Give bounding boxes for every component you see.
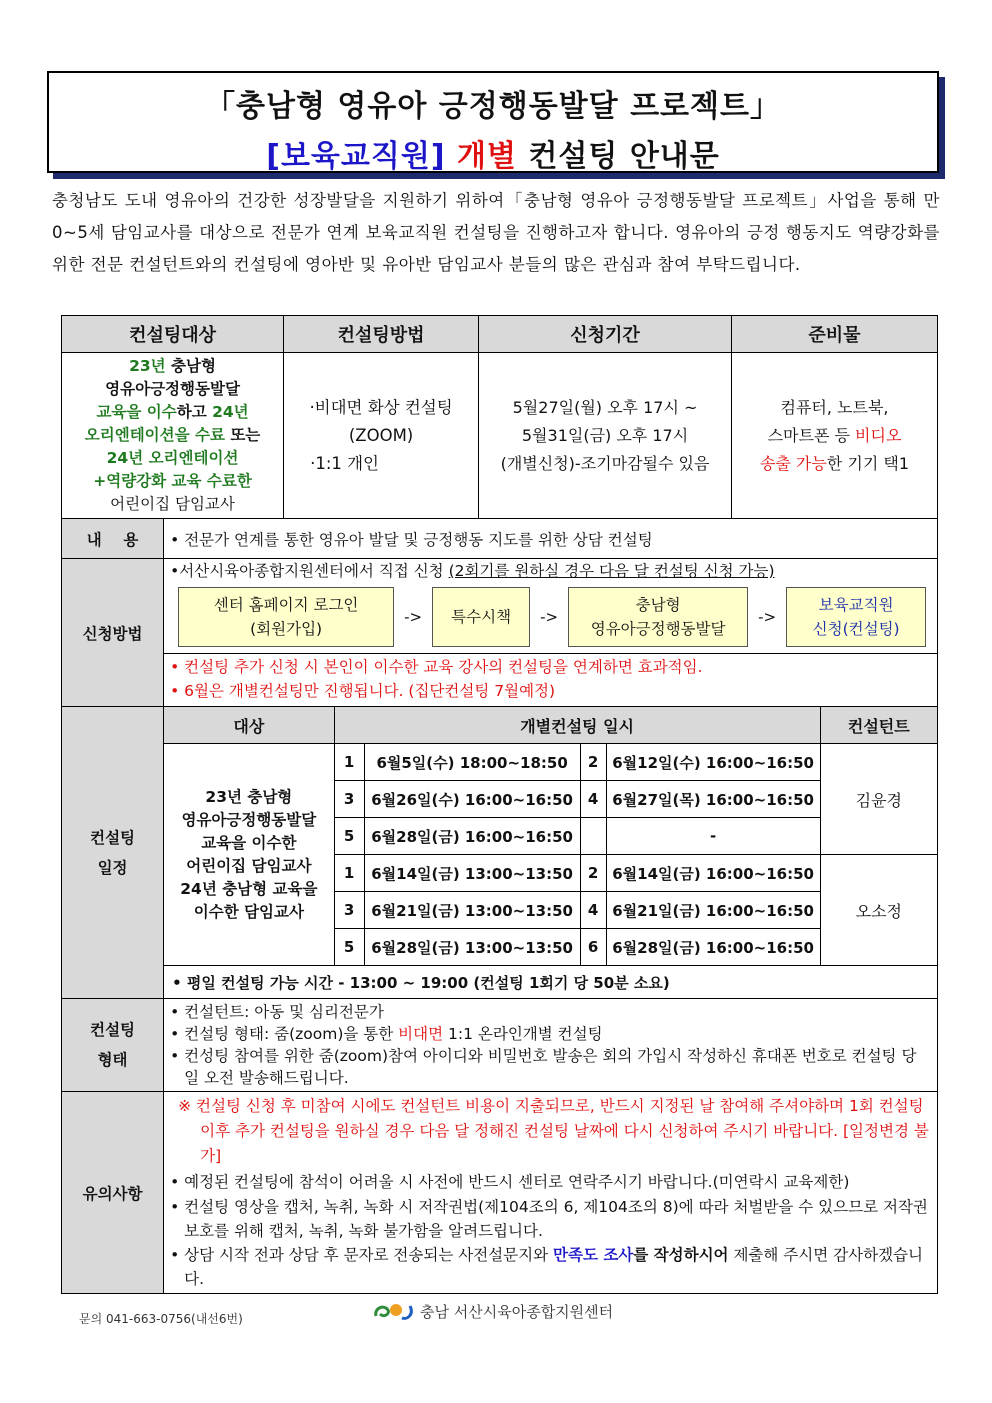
form-item-nonface: 비대면 — [398, 1025, 444, 1043]
target-and: 하고 — [176, 403, 213, 421]
consultant-name: 오소정 — [820, 855, 937, 966]
caution-list — [170, 1094, 931, 1291]
flow-step-apply — [786, 587, 926, 647]
prep-smartphone: 스마트폰 등 — [767, 425, 856, 445]
period-start: 5월27일(월) 오후 17시 ~ — [512, 397, 698, 417]
session-date: 6월28일(금) 13:00~13:50 — [364, 929, 580, 966]
session-number: 2 — [580, 744, 606, 781]
caution-label: 유의사항 — [62, 1092, 164, 1294]
caution-item — [170, 1243, 931, 1291]
target-year2: 24년 — [212, 403, 249, 421]
apply-cell — [164, 559, 938, 707]
title-type: 개별 — [457, 139, 517, 174]
session-number: 4 — [580, 781, 606, 818]
flow-step-login-sub: (회원가입) — [250, 620, 323, 638]
caution-cell — [164, 1092, 938, 1294]
title-line2 — [49, 131, 937, 175]
target-year: 23년 — [129, 357, 166, 375]
form-label-2: 형태 — [97, 1051, 128, 1069]
form-item-online: 1:1 온라인개별 컨설팅 — [443, 1025, 603, 1043]
flow-step-project-sub: 영유아긍정행동발달 — [590, 620, 726, 638]
session-date: 6월26일(수) 16:00~16:50 — [364, 781, 580, 818]
schedule-target-line: 23년 충남형 — [205, 787, 293, 806]
flow-arrow: -> — [540, 608, 559, 626]
form-label-1: 컨설팅 — [90, 1021, 136, 1039]
method-cell — [284, 353, 479, 519]
session-date: 6월12일(수) 16:00~16:50 — [606, 744, 820, 781]
form-label — [62, 999, 164, 1092]
period-cell — [479, 353, 732, 519]
flow-arrow: -> — [758, 608, 777, 626]
apply-label: 신청방법 — [62, 559, 164, 707]
contact-info: 문의 041-663-0756(내선6번) — [79, 1312, 243, 1326]
method-line1: ·비대면 화상 컨설팅 — [309, 397, 453, 417]
method-line2: (ZOOM) — [348, 425, 414, 445]
target-orientation: 오리엔테이션을 수료 — [84, 426, 225, 444]
form-item: • 컨성팅 참여를 위한 줌(zoom)참여 아이디와 비밀번호 발송은 회의 가입시 작성하신 휴대폰 번호로 컨설팅 당일 오전 발송해드립니다. — [170, 1047, 917, 1087]
prep-cell — [732, 353, 938, 519]
flow-arrow: -> — [404, 608, 423, 626]
schedule-target-line: 어린이집 담임교사 — [186, 856, 312, 875]
session-number — [580, 818, 606, 855]
flow-step-apply-label: 보육교직원 — [818, 596, 894, 614]
prep-stream: 송출 가능 — [759, 453, 827, 473]
target-region: 충남형 — [165, 357, 216, 375]
title-rest: 컨설팅 안내문 — [528, 139, 720, 174]
session-date: - — [606, 818, 820, 855]
form-item — [170, 1023, 931, 1045]
session-number: 1 — [334, 855, 364, 892]
schedule-target-line: 영유아긍정행동발달 — [181, 810, 317, 829]
session-date: 6월21일(금) 13:00~13:50 — [364, 892, 580, 929]
form-list — [170, 1001, 931, 1089]
intro-paragraph: 충청남도 도내 영유아의 건강한 성장발달을 지원하기 위하여「충남형 영유아 긍정행동발달 프로젝트」사업을 통해 만0~5세 담임교사를 대상으로 전문가 연계 보육교직원 컨설팅을 진행하고자 합니다. 영유아의 긍정 행동지도 역량강화를 위한 전문 컨설턴트와의 컨설팅에 영아반 및 유아반 담임교사 분들의 많은 관심과 참여 부탁드립니다. — [52, 191, 940, 274]
session-number: 2 — [580, 855, 606, 892]
apply-direct: •서산시육아종합지원센터에서 직접 신청 — [170, 562, 449, 580]
session-date: 6월14일(금) 16:00~16:50 — [606, 855, 820, 892]
flow-step-login-label: 센터 홈페이지 로그인 — [213, 596, 359, 614]
flow-step-special: 특수시책 — [432, 587, 530, 647]
session-number: 5 — [334, 818, 364, 855]
session-date: 6월14일(금) 13:00~13:50 — [364, 855, 580, 892]
form-cell — [164, 999, 938, 1092]
target-completed: 교육을 이수 — [96, 403, 177, 421]
session-date: 6월21일(금) 16:00~16:50 — [606, 892, 820, 929]
session-number: 3 — [334, 781, 364, 818]
content-text: 전문가 연계를 통한 영유아 발달 및 긍정행동 지도를 위한 상담 컨설팅 — [184, 530, 653, 549]
session-number: 3 — [334, 892, 364, 929]
method-line3: ·1:1 개인 — [310, 453, 380, 473]
schedule-label-2: 일정 — [97, 858, 128, 877]
schedule-target-line: 이수한 담임교사 — [193, 902, 304, 921]
caution-item: • 예정된 컨설팅에 참석이 어려울 시 사전에 반드시 센터로 연락주시기 바랍니다.(미연락시 교육제한) — [170, 1173, 850, 1191]
caution-survey-name: 만족도 조사 — [553, 1246, 634, 1264]
consultant-name: 김윤경 — [820, 744, 937, 855]
content-cell: • 전문가 연계를 통한 영유아 발달 및 긍정행동 지도를 위한 상담 컨설팅 — [164, 519, 938, 559]
title-box — [47, 71, 939, 173]
caution-survey-thanks: 제출해 주시면 감사하겠습니다. — [184, 1246, 923, 1288]
target-cell — [62, 353, 284, 519]
schedule-label-1: 컨설팅 — [90, 828, 136, 847]
org-name: 충남 서산시육아종합지원센터 — [420, 1302, 614, 1321]
info-table — [61, 315, 938, 1294]
session-date: 6월5일(수) 18:00~18:50 — [364, 744, 580, 781]
period-end: 5월31일(금) 오후 17시 — [521, 425, 689, 445]
target-teacher: 어린이집 담임교사 — [110, 495, 235, 513]
form-item: • 컨설턴트: 아동 및 심리전문가 — [170, 1003, 384, 1021]
target-program: 영유아긍정행동발달 — [105, 380, 240, 398]
schedule-cell — [164, 707, 938, 999]
period-note: (개별신청)-조기마감될수 있음 — [500, 453, 710, 473]
session-number: 6 — [580, 929, 606, 966]
flow-step-apply-sub: 신청(컨설팅) — [812, 620, 900, 638]
session-number: 1 — [334, 744, 364, 781]
target-orientation2: 24년 오리엔테이션 — [106, 449, 239, 467]
schedule-header-dates: 개별컨설팅 일시 — [334, 707, 820, 744]
caution-survey-text: • 상담 시작 전과 상담 후 문자로 전송되는 사전설문지와 — [170, 1246, 554, 1264]
flow-step-project-label: 충남형 — [635, 596, 681, 614]
schedule-header-consultant: 컨설턴트 — [820, 707, 937, 744]
schedule-note: • 평일 컨설팅 가능 시간 - 13:00 ~ 19:00 (컨설팅 1회기 당 50분 소요) — [164, 966, 937, 999]
session-number: 4 — [580, 892, 606, 929]
header-period: 신청기간 — [479, 316, 732, 353]
session-number: 5 — [334, 929, 364, 966]
apply-note-linking: • 컨설팅 추가 신청 시 본인이 이수한 교육 강사의 컨설팅을 연계하면 효과적임. — [170, 658, 703, 676]
prep-line1: 컴퓨터, 노트북, — [780, 397, 889, 417]
schedule-header-target: 대상 — [164, 707, 334, 744]
caution-survey-write: 를 작성하시어 — [633, 1246, 729, 1264]
flow-step-login — [178, 587, 394, 647]
schedule-target — [164, 744, 334, 966]
schedule-table — [164, 707, 937, 998]
form-item-type: • 컨설팅 형태: 줌(zoom)을 통한 — [170, 1025, 399, 1043]
header-prep: 준비물 — [732, 316, 938, 353]
org-logo-icon — [372, 1298, 416, 1324]
apply-second-session: (2회기를 원하실 경우 다음 달 컨설팅 신청 가능) — [448, 562, 775, 580]
org-logo — [372, 1298, 613, 1324]
target-training: +역량강화 교육 수료한 — [93, 472, 252, 490]
session-date: 6월28일(금) 16:00~16:50 — [364, 818, 580, 855]
target-or: 또는 — [224, 426, 261, 444]
title-line1: 「충남형 영유아 긍정행동발달 프로젝트」 — [204, 89, 781, 124]
schedule-target-line: 24년 충남형 교육을 — [180, 879, 318, 898]
header-method: 컨설팅방법 — [284, 316, 479, 353]
title-target: [보육교직원] — [266, 139, 446, 174]
apply-note-june: • 6월은 개별컨설팅만 진행됩니다. (집단컨설팅 7월예정) — [170, 682, 556, 700]
content-label: 내 용 — [62, 519, 164, 559]
apply-flow — [178, 587, 931, 647]
flow-step-project — [568, 587, 748, 647]
header-target: 컨설팅대상 — [62, 316, 284, 353]
session-date: 6월27일(목) 16:00~16:50 — [606, 781, 820, 818]
prep-video: 비디오 — [855, 425, 902, 445]
caution-item: • 컨설팅 영상을 캡처, 녹취, 녹화 시 저작권법(제104조의 6, 제104조의 8)에 따라 처벌받을 수 있으므로 저작권 보호를 위해 캡처, 녹취, 녹화 불가함을 알려드립니다. — [170, 1198, 928, 1240]
session-date: 6월28일(금) 16:00~16:50 — [606, 929, 820, 966]
caution-item-warning: ※ 컨설팅 신청 후 미참여 시에도 컨설턴트 비용이 지출되므로, 반드시 지정된 날 참여해 주셔야하며 1회 컨설팅 이후 추가 컨설팅을 원하실 경우 다음 달 정해진 컨설팅 날짜에 다시 신청하여 주시기 바랍니다. [일정변경 불가] — [178, 1097, 929, 1165]
schedule-label — [62, 707, 164, 999]
prep-choose: 한 기기 택1 — [826, 453, 910, 473]
schedule-target-line: 교육을 이수한 — [201, 833, 297, 852]
